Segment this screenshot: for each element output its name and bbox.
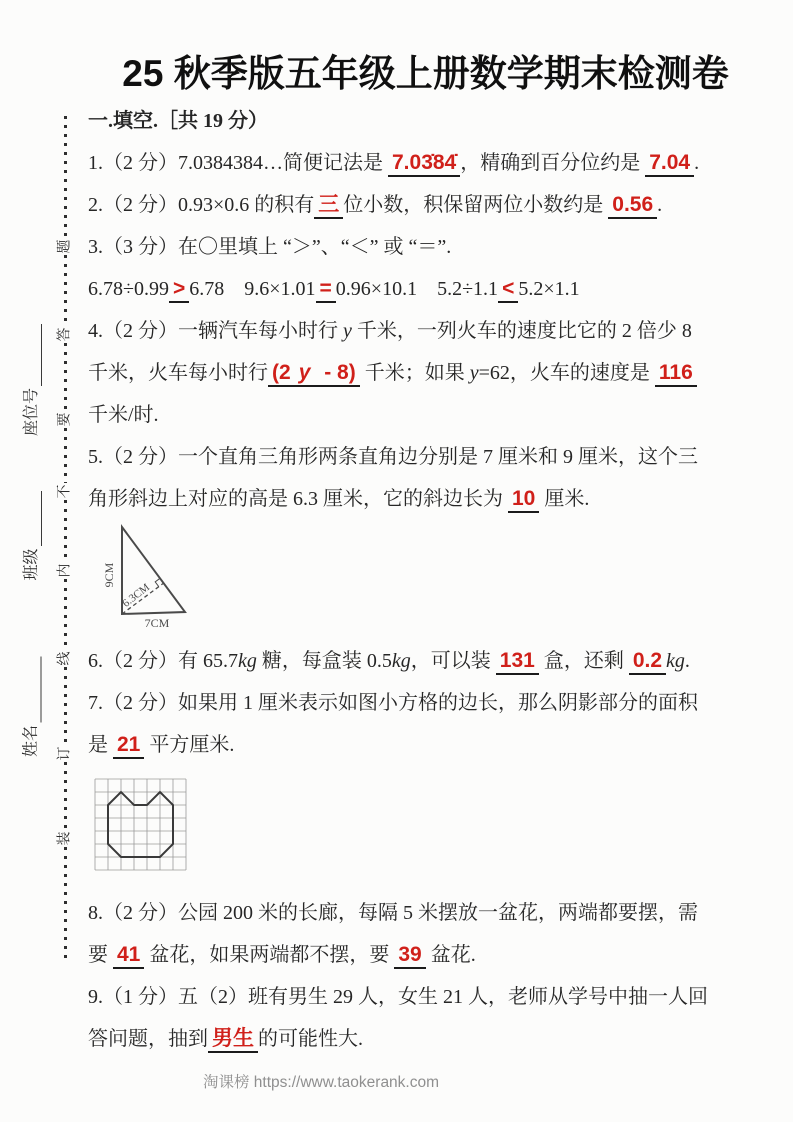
text-run: 6.78÷0.99 [88,278,169,300]
class-blank-line [25,492,42,547]
text-run: 位小数，积保留两位小数约是 [343,194,609,216]
name-blank-line [25,657,42,723]
binding-char: 不 [57,484,73,499]
text-run: . [657,194,663,216]
dotted-segment [64,762,67,830]
expression: 6.78 9.6×1.01 [189,278,316,300]
page-title: 25 秋季版五年级上册数学期末检测卷 [122,53,729,94]
grid-svg [92,776,189,873]
triangle-altitude-label: 6.3CM [120,581,153,610]
binding-char: 内 [57,563,73,578]
text-run: ，精确到百分位约是 [460,152,646,174]
dotted-segment [64,428,67,484]
question-4-line-2 [88,352,783,394]
seat-number-label [20,310,42,450]
answer: y [295,361,315,387]
question-5-line-2 [88,478,783,520]
seat-number-blank-line [25,324,42,386]
dotted-segment [64,116,67,238]
question-4-line-3 [88,394,783,436]
text-run: 盒，还剩 [538,650,629,672]
dotted-segment [64,343,67,411]
text-run: 是 [88,734,113,756]
grid-figure [92,776,783,874]
triangle-svg [80,520,210,632]
text-run: 盆花. [425,944,476,966]
text-run: 千米，火车每小时行 [88,362,268,384]
answer: 131 [496,649,539,675]
question-8-line-2 [88,934,783,976]
name-label [20,640,42,775]
answer: 三 [314,193,343,219]
text-run: 5.（2 分）一个直角三角形两条直角边分别是 7 厘米和 9 厘米，这个三 [88,446,698,468]
class-text: 班级 [23,548,40,581]
text-run: 厘米. [539,488,590,510]
answer: 10 [508,487,539,513]
text-run: 1.（2 分）7.0384384…简便记法是 [88,152,388,174]
dotted-segment [64,255,67,326]
text-run: 2.（2 分）0.93×0.6 的积有 [88,194,315,216]
text-run: 7.（2 分）如果用 1 厘米表示如图小方格的边长，那么阴影部分的面积 [88,692,698,714]
text-run: 答问题，抽到 [88,1028,208,1050]
text-run: 的可能性大. [258,1028,363,1050]
text-run: kg [666,650,685,672]
answer: 男生 [208,1027,258,1053]
text-run: ，可以装 [410,650,496,672]
binding-char: 订 [57,746,73,761]
text-run: 盆花，如果两端都不摆，要 [144,944,395,966]
text-run: 8.（2 分）公园 200 米的长廊，每隔 5 米摆放一盆花，两端都要摆，需 [88,902,698,924]
text-run: 4.（2 分）一辆汽车每小时行 [88,320,343,342]
triangle-bottom-side-label: 7CM [144,616,170,630]
answer: - 8) [314,361,359,387]
question-2 [88,184,783,226]
text-run: y [469,362,479,384]
seat-number-text: 座位号 [23,388,40,437]
text-run: kg [238,650,257,672]
right-angle-marker [155,578,160,586]
expression: 5.2×1.1 [518,278,580,300]
footer-watermark: 淘课榜 https://www.taokerank.com [203,1074,440,1091]
question-5-line-1 [88,436,783,478]
text-run: 平方厘米. [144,734,235,756]
answer: 0.2 [629,649,666,675]
text-run: 9.（1 分）五（2）班有男生 29 人，女生 21 人，老师从学号中抽一人回 [88,986,708,1008]
question-8-line-1 [88,892,783,934]
binding-char: 要 [57,412,73,427]
exam-content [88,0,783,1060]
text-run: 糖，每盒装 0.5 [256,650,392,672]
binding-char: 线 [57,651,73,666]
answer: > [169,277,189,303]
triangle-figure [80,520,783,632]
dotted-segment [64,500,67,562]
text-run: =62，火车的速度是 [478,362,655,384]
question-4-line-1 [88,310,783,352]
answer: 41 [113,943,144,969]
binding-char: 答 [57,327,73,342]
dotted-segment [64,579,67,649]
answer: 21 [113,733,144,759]
shaded-shape-outline [108,792,173,857]
text-run: 6.（2 分）有 65.7 [88,650,238,672]
binding-char: 题 [57,239,73,254]
text-run: 千米，一列火车的速度比它的 2 倍少 8 [351,320,692,342]
question-7-line-1 [88,682,783,724]
question-9-line-2 [88,1018,783,1060]
answer: 116 [655,361,697,387]
answer: 7.03̇84̇ [388,151,460,177]
answer: < [498,277,518,303]
question-3-line-2 [88,268,783,310]
text-run: y [343,320,352,342]
triangle-left-side-label: 9CM [102,562,116,588]
question-3-line-1 [88,226,783,268]
question-1 [88,142,783,184]
dotted-segment [64,847,67,962]
section-heading: 一.填空.［共 19 分） [88,110,268,132]
question-9-line-1 [88,976,783,1018]
question-7-line-2 [88,724,783,766]
answer: 39 [394,943,425,969]
answer: (2 [268,361,295,387]
answer: 7.04 [645,151,694,177]
text-run: 3.（3 分）在〇里填上 “＞”、“＜” 或 “＝”. [88,236,452,258]
binding-line [57,116,73,962]
text-run: . [684,650,690,672]
binding-char: 装 [57,831,73,846]
question-6 [88,640,783,682]
answer: = [316,277,336,303]
text-run: kg [391,650,411,672]
dotted-segment [64,667,67,746]
text-run: 千米；如果 [359,362,470,384]
class-label [20,476,42,596]
text-run: 要 [88,944,113,966]
expression: 0.96×10.1 5.2÷1.1 [335,278,499,300]
answer: 0.56 [608,193,657,219]
text-run: 角形斜边上对应的高是 6.3 厘米，它的斜边长为 [88,488,508,510]
text-run: 千米/时. [88,404,159,426]
name-text: 姓名 [22,725,40,758]
text-run: . [694,152,700,174]
